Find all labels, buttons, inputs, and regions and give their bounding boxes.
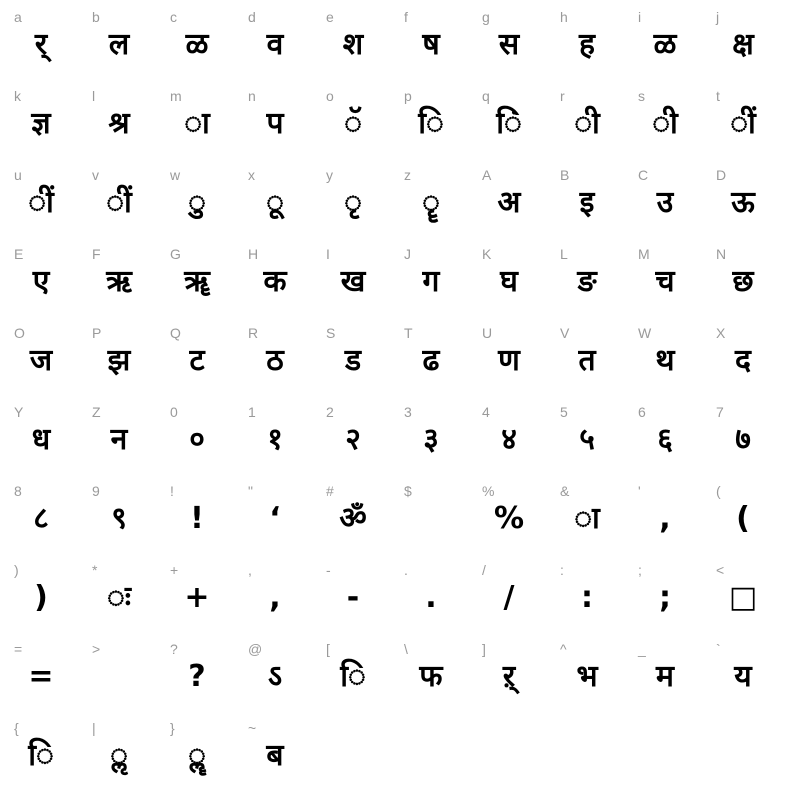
glyph-cell[interactable] xyxy=(398,4,476,83)
glyph-key-label: ? xyxy=(170,641,178,657)
glyph-cell[interactable] xyxy=(398,320,476,399)
glyph-cell[interactable] xyxy=(554,478,632,557)
glyph-key-label: e xyxy=(326,9,334,25)
glyph-key-label: V xyxy=(560,325,570,341)
glyph-cell[interactable] xyxy=(554,4,632,83)
glyph-key-label: " xyxy=(248,483,253,499)
glyph-key-label: S xyxy=(326,325,336,341)
glyph-cell[interactable] xyxy=(86,320,164,399)
glyph-cell[interactable] xyxy=(164,241,242,320)
glyph-character: ि xyxy=(340,659,366,694)
glyph-cell[interactable] xyxy=(86,241,164,320)
glyph-key-label: d xyxy=(248,9,256,25)
glyph-cell[interactable] xyxy=(242,636,320,715)
glyph-key-label: Y xyxy=(14,404,24,420)
glyph-key-label: y xyxy=(326,167,333,183)
glyph-character: ग xyxy=(422,264,440,299)
glyph-key-label: U xyxy=(482,325,493,341)
glyph-character: फ xyxy=(419,659,443,694)
glyph-character: ि xyxy=(418,106,444,141)
glyph-key-label: \ xyxy=(404,641,408,657)
glyph-key-label: J xyxy=(404,246,411,262)
glyph-key-label: W xyxy=(638,325,652,341)
glyph-character: ृ xyxy=(344,185,362,220)
glyph-cell[interactable] xyxy=(164,399,242,478)
glyph-cell[interactable] xyxy=(476,320,554,399)
glyph-key-label: & xyxy=(560,483,570,499)
glyph-character: ४ xyxy=(501,422,517,457)
glyph-character: ीं xyxy=(28,185,54,220)
glyph-character: ा xyxy=(574,501,600,536)
glyph-key-label: + xyxy=(170,562,179,578)
glyph-key-label: F xyxy=(92,246,101,262)
glyph-key-label: [ xyxy=(326,641,330,657)
glyph-cell[interactable] xyxy=(398,557,476,636)
glyph-key-label: s xyxy=(638,88,645,104)
glyph-cell[interactable] xyxy=(554,241,632,320)
glyph-character: ी xyxy=(652,106,678,141)
glyph-key-label: i xyxy=(638,9,642,25)
glyph-character: त xyxy=(578,343,596,378)
glyph-key-label: x xyxy=(248,167,255,183)
glyph-cell[interactable] xyxy=(554,83,632,162)
glyph-cell[interactable] xyxy=(8,399,86,478)
glyph-character: ७ xyxy=(735,422,751,457)
glyph-key-label: b xyxy=(92,9,100,25)
glyph-key-label: 0 xyxy=(170,404,178,420)
glyph-character: १ xyxy=(267,422,283,457)
glyph-key-label: = xyxy=(14,641,23,657)
glyph-key-label: ) xyxy=(14,562,19,578)
glyph-character: य xyxy=(734,659,752,694)
glyph-character: ; xyxy=(659,580,671,615)
glyph-key-label: k xyxy=(14,88,21,104)
glyph-cell[interactable] xyxy=(86,636,164,715)
glyph-cell[interactable] xyxy=(710,399,788,478)
glyph-key-label: c xyxy=(170,9,177,25)
glyph-key-label: m xyxy=(170,88,182,104)
glyph-character: ु xyxy=(188,185,206,220)
glyph-key-label: w xyxy=(170,167,181,183)
glyph-character: ऽ xyxy=(267,659,282,694)
glyph-cell[interactable] xyxy=(320,4,398,83)
glyph-key-label: M xyxy=(638,246,650,262)
glyph-character: ऋ xyxy=(106,264,132,299)
glyph-cell[interactable] xyxy=(632,399,710,478)
glyph-key-label: - xyxy=(326,562,331,578)
glyph-character: ८ xyxy=(33,501,49,536)
glyph-cell[interactable] xyxy=(320,162,398,241)
glyph-cell[interactable] xyxy=(710,83,788,162)
glyph-character: न xyxy=(110,422,128,457)
glyph-character: ा xyxy=(184,106,210,141)
glyph-character: ए xyxy=(32,264,50,299)
glyph-key-label: D xyxy=(716,167,727,183)
glyph-key-label: 4 xyxy=(482,404,490,420)
glyph-cell[interactable] xyxy=(554,162,632,241)
glyph-character: ज xyxy=(29,343,53,378)
glyph-key-label: @ xyxy=(248,641,263,657)
glyph-cell[interactable] xyxy=(242,478,320,557)
glyph-character: ( xyxy=(736,501,750,536)
glyph-character: ब xyxy=(266,738,284,773)
glyph-character: श्र xyxy=(108,106,130,141)
glyph-key-label: B xyxy=(560,167,570,183)
glyph-key-label: * xyxy=(92,562,98,578)
glyph-character: ीं xyxy=(106,185,132,220)
glyph-key-label: l xyxy=(92,88,96,104)
glyph-key-label: R xyxy=(248,325,259,341)
glyph-key-label: O xyxy=(14,325,25,341)
glyph-cell[interactable] xyxy=(8,162,86,241)
glyph-cell[interactable] xyxy=(242,162,320,241)
glyph-key-label: v xyxy=(92,167,99,183)
glyph-key-label: C xyxy=(638,167,649,183)
glyph-key-label: ( xyxy=(716,483,721,499)
glyph-cell[interactable] xyxy=(164,557,242,636)
glyph-cell[interactable] xyxy=(632,636,710,715)
glyph-key-label: I xyxy=(326,246,330,262)
glyph-character: ङ xyxy=(577,264,597,299)
glyph-character: ऊ xyxy=(731,185,755,220)
glyph-cell[interactable] xyxy=(86,162,164,241)
glyph-cell[interactable] xyxy=(320,399,398,478)
glyph-cell[interactable] xyxy=(164,715,242,794)
glyph-cell[interactable] xyxy=(476,4,554,83)
glyph-key-label: . xyxy=(404,562,408,578)
glyph-character: व xyxy=(266,27,284,62)
glyph-key-label: : xyxy=(560,562,564,578)
glyph-cell[interactable] xyxy=(554,636,632,715)
glyph-cell[interactable] xyxy=(632,83,710,162)
glyph-character: ड xyxy=(344,343,362,378)
glyph-cell[interactable] xyxy=(320,636,398,715)
glyph-cell[interactable] xyxy=(476,478,554,557)
glyph-key-label: Z xyxy=(92,404,101,420)
glyph-key-label: # xyxy=(326,483,334,499)
glyph-character: थ xyxy=(655,343,675,378)
glyph-character: अ xyxy=(497,185,521,220)
glyph-character: २ xyxy=(345,422,361,457)
glyph-cell[interactable] xyxy=(632,241,710,320)
glyph-key-label: r xyxy=(560,88,565,104)
glyph-key-label: H xyxy=(248,246,259,262)
glyph-cell[interactable] xyxy=(320,478,398,557)
glyph-cell[interactable] xyxy=(554,320,632,399)
glyph-key-label: j xyxy=(716,9,720,25)
glyph-cell[interactable] xyxy=(8,83,86,162)
glyph-key-label: $ xyxy=(404,483,412,499)
glyph-character: , xyxy=(659,501,671,536)
glyph-character: : xyxy=(581,580,593,615)
glyph-key-label: _ xyxy=(638,641,646,657)
glyph-character: ॠ xyxy=(184,264,210,299)
glyph-character: + xyxy=(184,580,210,615)
glyph-character: ५ xyxy=(579,422,595,457)
glyph-character: ह xyxy=(579,27,595,62)
glyph-character: ? xyxy=(188,659,206,694)
glyph-cell[interactable] xyxy=(710,636,788,715)
glyph-cell[interactable] xyxy=(164,636,242,715)
glyph-cell[interactable] xyxy=(8,4,86,83)
glyph-character: ॅ xyxy=(344,106,362,141)
glyph-character: ‘ xyxy=(269,501,281,536)
glyph-character: श xyxy=(342,27,364,62)
glyph-character: / xyxy=(503,580,515,615)
glyph-key-label: 8 xyxy=(14,483,22,499)
glyph-cell[interactable] xyxy=(476,162,554,241)
glyph-key-label: E xyxy=(14,246,24,262)
glyph-cell[interactable] xyxy=(398,83,476,162)
glyph-cell[interactable] xyxy=(476,636,554,715)
glyph-cell[interactable] xyxy=(398,636,476,715)
glyph-key-label: h xyxy=(560,9,568,25)
glyph-character: घ xyxy=(500,264,518,299)
glyph-key-label: 9 xyxy=(92,483,100,499)
glyph-key-label: 2 xyxy=(326,404,334,420)
glyph-cell[interactable] xyxy=(8,557,86,636)
glyph-character: ॄ xyxy=(422,185,440,220)
glyph-cell[interactable] xyxy=(86,715,164,794)
glyph-key-label: A xyxy=(482,167,492,183)
glyph-character: ी xyxy=(574,106,600,141)
glyph-key-label: u xyxy=(14,167,22,183)
glyph-key-label: / xyxy=(482,562,486,578)
glyph-cell[interactable] xyxy=(164,320,242,399)
glyph-key-label: 5 xyxy=(560,404,568,420)
glyph-character: ! xyxy=(190,501,204,536)
glyph-cell[interactable] xyxy=(398,478,476,557)
glyph-cell[interactable] xyxy=(86,557,164,636)
glyph-character: च xyxy=(655,264,675,299)
glyph-character: ि xyxy=(28,738,54,773)
glyph-key-label: f xyxy=(404,9,408,25)
glyph-cell[interactable] xyxy=(710,4,788,83)
glyph-cell[interactable] xyxy=(242,4,320,83)
glyph-character: ० xyxy=(189,422,205,457)
glyph-character: % xyxy=(493,501,525,536)
glyph-key-label: o xyxy=(326,88,334,104)
glyph-cell[interactable] xyxy=(242,557,320,636)
glyph-cell[interactable] xyxy=(398,241,476,320)
glyph-character: िं xyxy=(496,106,522,141)
glyph-key-label: ^ xyxy=(560,641,567,657)
glyph-cell[interactable] xyxy=(164,162,242,241)
glyph-cell[interactable] xyxy=(320,320,398,399)
glyph-character: ढ xyxy=(422,343,440,378)
glyph-character: म xyxy=(656,659,674,694)
glyph-key-label: ' xyxy=(638,483,641,499)
glyph-cell[interactable] xyxy=(398,399,476,478)
glyph-character: ध xyxy=(31,422,51,457)
glyph-cell[interactable] xyxy=(632,4,710,83)
glyph-key-label: q xyxy=(482,88,490,104)
glyph-cell[interactable] xyxy=(476,399,554,478)
glyph-cell[interactable] xyxy=(8,478,86,557)
glyph-character: ॢ xyxy=(110,738,128,773)
glyph-cell[interactable] xyxy=(632,320,710,399)
glyph-cell[interactable] xyxy=(86,399,164,478)
glyph-key-label: | xyxy=(92,720,96,736)
glyph-character: ज्ञ xyxy=(31,106,51,141)
glyph-key-label: g xyxy=(482,9,490,25)
glyph-key-label: a xyxy=(14,9,22,25)
glyph-cell[interactable] xyxy=(242,241,320,320)
glyph-cell[interactable] xyxy=(398,162,476,241)
glyph-cell[interactable] xyxy=(710,478,788,557)
glyph-key-label: 1 xyxy=(248,404,256,420)
glyph-cell[interactable] xyxy=(8,715,86,794)
glyph-key-label: { xyxy=(14,720,19,736)
glyph-key-label: n xyxy=(248,88,256,104)
glyph-key-label: t xyxy=(716,88,720,104)
glyph-cell[interactable] xyxy=(86,83,164,162)
glyph-cell[interactable] xyxy=(554,557,632,636)
glyph-character: , xyxy=(269,580,281,615)
glyph-character: ळ xyxy=(185,27,209,62)
glyph-character: ट xyxy=(189,343,205,378)
glyph-cell[interactable] xyxy=(242,83,320,162)
glyph-cell[interactable] xyxy=(242,715,320,794)
glyph-key-label: G xyxy=(170,246,181,262)
glyph-cell[interactable] xyxy=(86,4,164,83)
glyph-cell[interactable] xyxy=(710,241,788,320)
glyph-key-label: < xyxy=(716,562,725,578)
glyph-character: ३ xyxy=(423,422,439,457)
glyph-key-label: T xyxy=(404,325,413,341)
glyph-character: ष xyxy=(422,27,440,62)
glyph-cell[interactable] xyxy=(320,557,398,636)
character-grid xyxy=(8,4,800,794)
glyph-cell[interactable] xyxy=(632,557,710,636)
glyph-cell[interactable] xyxy=(8,320,86,399)
glyph-character: क xyxy=(263,264,287,299)
glyph-key-label: X xyxy=(716,325,726,341)
glyph-key-label: % xyxy=(482,483,495,499)
glyph-character: प xyxy=(266,106,284,141)
glyph-cell[interactable] xyxy=(8,636,86,715)
glyph-key-label: P xyxy=(92,325,102,341)
glyph-character: ल xyxy=(108,27,130,62)
glyph-cell[interactable] xyxy=(320,241,398,320)
glyph-key-label: z xyxy=(404,167,411,183)
glyph-key-label: , xyxy=(248,562,252,578)
glyph-character: ६ xyxy=(657,422,673,457)
glyph-character: . xyxy=(425,580,437,615)
glyph-key-label: } xyxy=(170,720,175,736)
glyph-character: ळ xyxy=(653,27,677,62)
glyph-character: भ xyxy=(576,659,598,694)
glyph-key-label: L xyxy=(560,246,568,262)
glyph-character: ॐ xyxy=(339,501,367,536)
glyph-character: ीं xyxy=(730,106,756,141)
glyph-cell[interactable] xyxy=(710,557,788,636)
glyph-cell[interactable] xyxy=(554,399,632,478)
glyph-cell[interactable] xyxy=(476,83,554,162)
glyph-character: ठ xyxy=(266,343,284,378)
glyph-character: ऱ् xyxy=(502,659,516,694)
glyph-cell[interactable] xyxy=(320,83,398,162)
glyph-cell[interactable] xyxy=(710,162,788,241)
glyph-cell[interactable] xyxy=(710,320,788,399)
glyph-character: उ xyxy=(656,185,674,220)
glyph-character: द xyxy=(735,343,751,378)
glyph-character: □ xyxy=(728,580,758,615)
glyph-key-label: ` xyxy=(716,641,721,657)
glyph-character: र् xyxy=(34,27,48,62)
glyph-cell[interactable] xyxy=(86,478,164,557)
glyph-character: ख xyxy=(340,264,366,299)
glyph-character: ः xyxy=(107,580,131,615)
glyph-cell[interactable] xyxy=(164,4,242,83)
glyph-character: ) xyxy=(34,580,48,615)
glyph-cell[interactable] xyxy=(476,557,554,636)
glyph-key-label: ! xyxy=(170,483,174,499)
glyph-character: इ xyxy=(579,185,595,220)
glyph-character: ९ xyxy=(111,501,127,536)
glyph-key-label: ; xyxy=(638,562,642,578)
glyph-key-label: K xyxy=(482,246,492,262)
glyph-key-label: 7 xyxy=(716,404,724,420)
glyph-character: झ xyxy=(107,343,131,378)
glyph-cell[interactable] xyxy=(632,162,710,241)
glyph-cell[interactable] xyxy=(476,241,554,320)
glyph-key-label: p xyxy=(404,88,412,104)
glyph-cell[interactable] xyxy=(164,478,242,557)
glyph-key-label: ~ xyxy=(248,720,257,736)
glyph-character: ण xyxy=(498,343,520,378)
glyph-key-label: 3 xyxy=(404,404,412,420)
glyph-character: ॣ xyxy=(188,738,206,773)
glyph-cell[interactable] xyxy=(242,399,320,478)
glyph-key-label: N xyxy=(716,246,727,262)
glyph-key-label: > xyxy=(92,641,101,657)
glyph-key-label: 6 xyxy=(638,404,646,420)
glyph-character: क्ष xyxy=(732,27,754,62)
glyph-character: = xyxy=(28,659,54,694)
glyph-cell[interactable] xyxy=(632,478,710,557)
glyph-cell[interactable] xyxy=(164,83,242,162)
glyph-character: ू xyxy=(266,185,284,220)
glyph-cell[interactable] xyxy=(8,241,86,320)
glyph-cell[interactable] xyxy=(242,320,320,399)
glyph-character: छ xyxy=(732,264,754,299)
glyph-character: स xyxy=(498,27,520,62)
glyph-key-label: Q xyxy=(170,325,181,341)
glyph-character: - xyxy=(346,580,360,615)
glyph-key-label: ] xyxy=(482,641,486,657)
